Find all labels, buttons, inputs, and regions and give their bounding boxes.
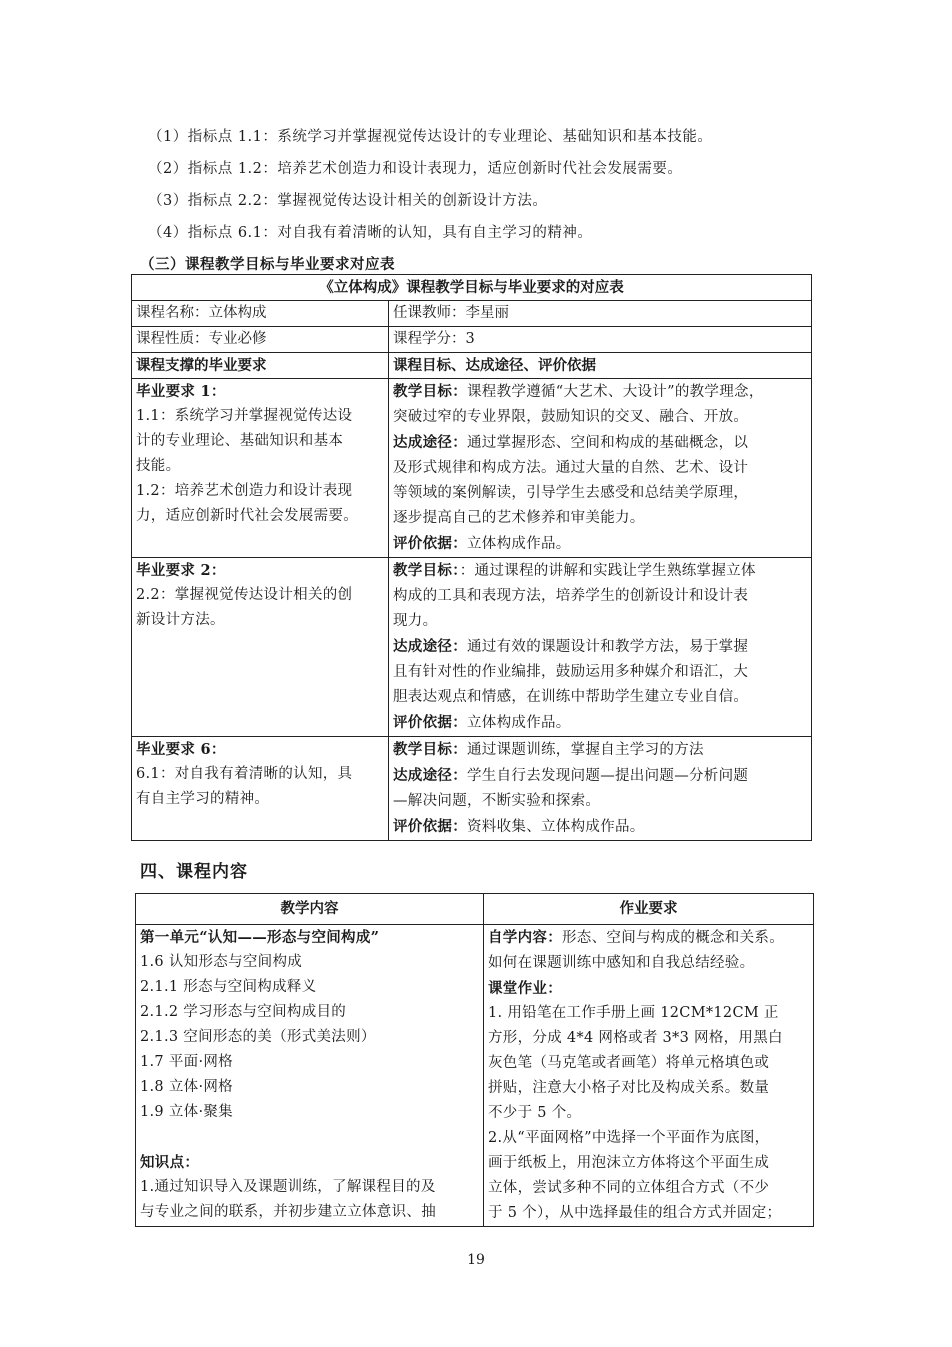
requirement-2-title: 毕业要求 2： — [136, 562, 226, 579]
goal-text: 构成的工具和表现方法，培养学生的创新设计和设计表 — [393, 588, 749, 604]
eval-text: 立体构成作品。 — [467, 536, 571, 552]
table-row — [136, 925, 814, 1227]
requirement-text-line: 1.1：系统学习并掌握视觉传达设 — [136, 408, 353, 424]
class-work-label: 课堂作业： — [488, 980, 562, 997]
class-work-text: 灰色笔（马克笔或者画笔）将单元格填色或 — [488, 1055, 770, 1071]
header-objectives: 课程目标、达成途径、评价依据 — [389, 353, 812, 379]
path-label: 达成途径： — [393, 434, 467, 451]
table-row — [132, 558, 812, 737]
requirement-1-title: 毕业要求 1： — [136, 383, 226, 400]
unit-item: 1.8 立体·网格 — [140, 1079, 233, 1095]
objective-6-cell — [389, 737, 812, 841]
requirement-text-line: 力，适应创新时代社会发展需要。 — [136, 508, 358, 524]
class-work-text: 拼贴，注意大小格子对比及构成关系。数量 — [488, 1080, 770, 1096]
goal-label: 教学目标： — [393, 741, 467, 758]
requirement-6-cell — [132, 737, 389, 841]
header-assignment: 作业要求 — [484, 894, 814, 925]
path-text: 通过有效的课题设计和教学方法，易于掌握 — [467, 639, 749, 655]
goal-text: 课程教学遵循“大艺术、大设计”的教学理念， — [467, 384, 764, 400]
course-name: 课程名称：立体构成 — [132, 301, 389, 327]
unit-item: 2.1.3 空间形态的美（形式美法则） — [140, 1029, 376, 1045]
assignment-cell — [484, 925, 814, 1227]
path-text: 胆表达观点和情感，在训练中帮助学生建立专业自信。 — [393, 689, 749, 705]
unit-title: 第一单元“认知——形态与空间构成” — [140, 929, 380, 946]
unit-item: 1.6 认知形态与空间构成 — [140, 954, 303, 970]
class-work-text: 于 5 个），从中选择最佳的组合方式并固定； — [488, 1205, 782, 1221]
indicator-3: （3）指标点 2.2：掌握视觉传达设计相关的创新设计方法。 — [148, 193, 548, 209]
table-row — [132, 737, 812, 841]
goal-text: 现力。 — [393, 613, 438, 629]
indicator-4: （4）指标点 6.1：对自我有着清晰的认知，具有自主学习的精神。 — [148, 225, 593, 241]
objectives-mapping-table — [131, 274, 812, 841]
goal-label: 教学目标： — [393, 383, 467, 400]
course-teacher: 任课教师：李星丽 — [389, 301, 812, 327]
indicator-1: （1）指标点 1.1：系统学习并掌握视觉传达设计的专业理论、基础知识和基本技能。 — [148, 129, 713, 145]
path-text: 及形式规律和构成方法。通过大量的自然、艺术、设计 — [393, 460, 749, 476]
path-text: 且有针对性的作业编排，鼓励运用多种媒介和语汇，大 — [393, 664, 749, 680]
class-work-text: 不少于 5 个。 — [488, 1105, 582, 1121]
knowledge-text: 1.通过知识导入及课题训练，了解课程目的及 — [140, 1179, 436, 1195]
page-number: 19 — [467, 1252, 485, 1268]
goal-text: ：通过课程的讲解和实践让学生熟练掌握立体 — [459, 563, 756, 579]
class-work-text: 画于纸板上，用泡沫立方体将这个平面生成 — [488, 1155, 770, 1171]
requirement-2-cell — [132, 558, 389, 737]
section-3-heading: （三）课程教学目标与毕业要求对应表 — [140, 256, 395, 273]
requirement-text-line: 技能。 — [136, 458, 181, 474]
path-label: 达成途径： — [393, 638, 467, 655]
self-study-text: 如何在课题训练中感知和自我总结经验。 — [488, 955, 755, 971]
course-content-table — [135, 893, 814, 1227]
requirement-1-cell — [132, 379, 389, 558]
unit-item: 2.1.2 学习形态与空间构成目的 — [140, 1004, 347, 1020]
class-work-text: 1. 用铅笔在工作手册上画 12CM*12CM 正 — [488, 1005, 779, 1021]
requirement-text-line: 计的专业理论、基础知识和基本 — [136, 433, 344, 449]
requirement-text-line: 新设计方法。 — [136, 612, 225, 628]
objective-1-cell — [389, 379, 812, 558]
objective-2-cell — [389, 558, 812, 737]
teaching-content-cell — [136, 925, 484, 1227]
requirement-text-line: 6.1：对自我有着清晰的认知，具 — [136, 766, 353, 782]
requirement-text-line: 1.2：培养艺术创造力和设计表现 — [136, 483, 353, 499]
course-credits: 课程学分：3 — [389, 327, 812, 353]
table-title: 《立体构成》课程教学目标与毕业要求的对应表 — [132, 275, 812, 301]
path-text: 通过掌握形态、空间和构成的基础概念，以 — [467, 435, 749, 451]
unit-item: 1.7 平面·网格 — [140, 1054, 233, 1070]
self-study-label: 自学内容： — [488, 929, 562, 946]
requirement-6-title: 毕业要求 6： — [136, 741, 226, 758]
requirement-text-line: 有自主学习的精神。 — [136, 791, 270, 807]
path-text: 逐步提高自己的艺术修养和审美能力。 — [393, 510, 645, 526]
class-work-text: 方形，分成 4*4 网格或者 3*3 网格，用黑白 — [488, 1030, 783, 1046]
class-work-text: 2.从“平面网格”中选择一个平面作为底图， — [488, 1130, 770, 1146]
goal-text: 突破过窄的专业界限，鼓励知识的交叉、融合、开放。 — [393, 409, 749, 425]
path-text: —解决问题，不断实验和探索。 — [393, 793, 601, 809]
indicator-2: （2）指标点 1.2：培养艺术创造力和设计表现力，适应创新时代社会发展需要。 — [148, 161, 683, 177]
knowledge-text: 与专业之间的联系，并初步建立立体意识、抽 — [140, 1204, 436, 1220]
path-text: 等领域的案例解读，引导学生去感受和总结美学原理， — [393, 485, 749, 501]
header-requirements: 课程支撑的毕业要求 — [132, 353, 389, 379]
header-teaching-content: 教学内容 — [136, 894, 484, 925]
course-type: 课程性质：专业必修 — [132, 327, 389, 353]
eval-text: 资料收集、立体构成作品。 — [467, 819, 645, 835]
goal-label: 教学目标： — [393, 562, 460, 579]
path-text: 学生自行去发现问题—提出问题—分析问题 — [467, 768, 749, 784]
path-label: 达成途径： — [393, 767, 467, 784]
unit-item: 2.1.1 形态与空间构成释义 — [140, 979, 317, 995]
unit-item: 1.9 立体·聚集 — [140, 1104, 233, 1120]
requirement-text-line: 2.2：掌握视觉传达设计相关的创 — [136, 587, 353, 603]
knowledge-label: 知识点： — [140, 1154, 200, 1171]
self-study-text: 形态、空间与构成的概念和关系。 — [562, 930, 784, 946]
eval-label: 评价依据： — [393, 714, 467, 731]
table-row — [132, 379, 812, 558]
eval-text: 立体构成作品。 — [467, 715, 571, 731]
eval-label: 评价依据： — [393, 818, 467, 835]
section-4-heading: 四、课程内容 — [140, 862, 248, 882]
class-work-text: 立体，尝试多种不同的立体组合方式（不少 — [488, 1180, 770, 1196]
goal-text: 通过课题训练，掌握自主学习的方法 — [467, 742, 704, 758]
eval-label: 评价依据： — [393, 535, 467, 552]
